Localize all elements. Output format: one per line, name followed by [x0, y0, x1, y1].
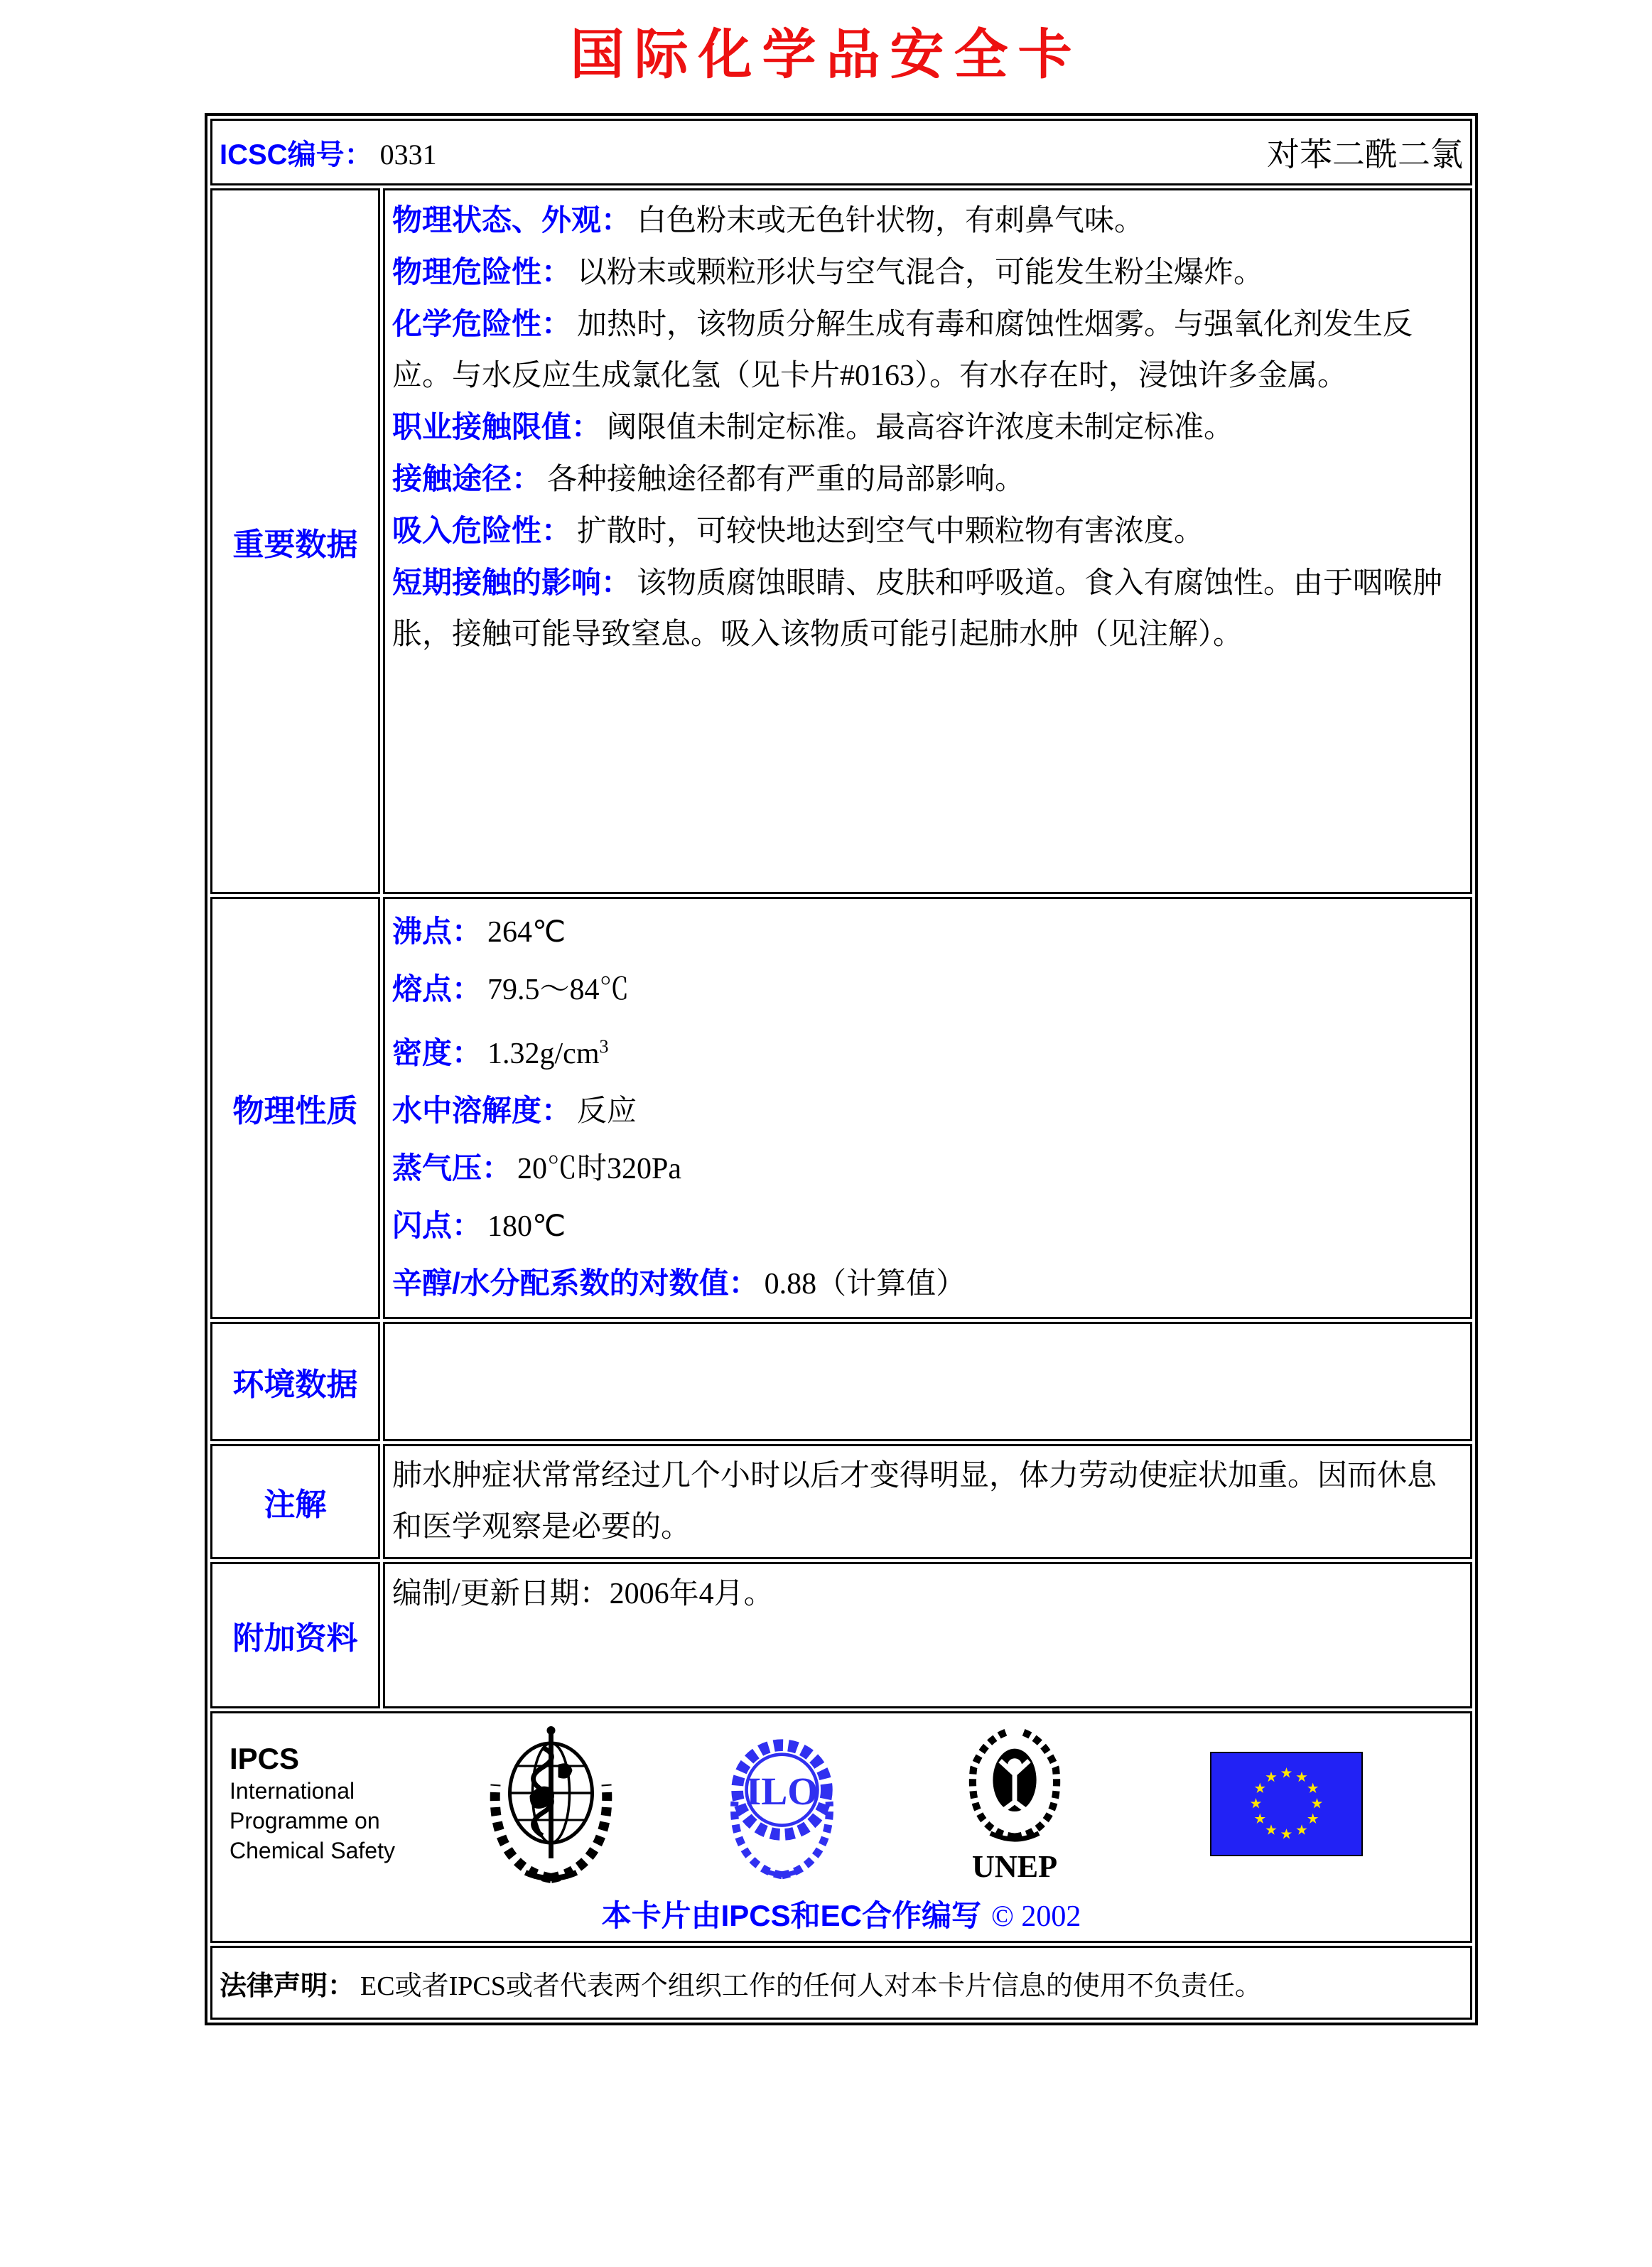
header-row — [210, 119, 1472, 185]
additional-info-row — [210, 1562, 1472, 1708]
who-logo — [478, 1722, 624, 1885]
property-label: 熔点： — [392, 972, 482, 1006]
icsc-number-value: 0331 — [379, 138, 437, 171]
important-item — [392, 195, 1463, 247]
item-label: 短期接触的影响： — [392, 566, 632, 599]
ilo-logo — [716, 1722, 848, 1885]
property-value: 20℃时320Pa — [517, 1153, 682, 1185]
section-additional-label: 附加资料 — [210, 1562, 380, 1708]
ipcs-subtitle-line: Programme on — [230, 1808, 380, 1833]
property-value: 180℃ — [487, 1210, 566, 1243]
legal-notice — [220, 1952, 1463, 2013]
item-text: 加热时，该物质分解生成有毒和腐蚀性烟雾。与强氧化剂发生反应。与水反应生成氯化氢（见卡片#0163）。有水存在时，浸蚀许多金属。 — [392, 308, 1413, 392]
important-item — [392, 298, 1463, 402]
important-item — [392, 557, 1463, 660]
ilo-letters: ILO — [745, 1770, 819, 1814]
item-label: 化学危险性： — [392, 307, 572, 340]
icsc-number-label: ICSC编号： — [220, 139, 373, 171]
property-line — [392, 1197, 1463, 1255]
physical-properties-content — [392, 903, 1463, 1313]
environment-data-row — [210, 1322, 1472, 1441]
section-environment-label: 环境数据 — [210, 1322, 380, 1441]
important-item — [392, 453, 1463, 505]
property-line — [392, 1255, 1463, 1313]
legal-text: EC或者IPCS或者代表两个组织工作的任何人对本卡片信息的使用不负责任。 — [360, 1971, 1262, 2001]
property-label: 水中溶解度： — [392, 1094, 572, 1127]
page-title: 国际化学品安全卡 — [570, 26, 1082, 85]
property-value: 反应 — [577, 1095, 637, 1128]
additional-info-content: 编制/更新日期：2006年4月。 — [392, 1578, 774, 1610]
property-label: 沸点： — [392, 915, 482, 948]
card-header — [220, 125, 1463, 179]
property-line — [392, 1018, 1463, 1082]
legal-row — [210, 1946, 1472, 2020]
important-item — [392, 402, 1463, 453]
item-label: 接触途径： — [392, 462, 542, 495]
legal-label: 法律声明： — [220, 1971, 355, 2001]
eu-flag — [1210, 1752, 1363, 1856]
important-data-content — [392, 195, 1463, 888]
icsc-number — [220, 132, 437, 173]
unep-logo — [954, 1722, 1075, 1885]
logos-row — [210, 1711, 1472, 1943]
important-item — [392, 505, 1463, 557]
property-value: 1.32g/cm — [487, 1038, 600, 1070]
important-data-row — [210, 188, 1472, 894]
environment-data-content — [392, 1328, 1463, 1435]
section-important-label: 重要数据 — [210, 188, 380, 894]
property-label: 辛醇/水分配系数的对数值： — [392, 1266, 759, 1300]
footer-caption-text: 本卡片由IPCS和EC合作编写 — [601, 1899, 981, 1932]
footer-caption — [220, 1892, 1463, 1935]
property-line — [392, 961, 1463, 1018]
property-label: 蒸气压： — [392, 1151, 512, 1185]
physical-properties-row — [210, 897, 1472, 1319]
unep-caption: UNEP — [971, 1848, 1058, 1884]
ipcs-block — [220, 1742, 443, 1865]
item-text: 白色粉末或无色针状物，有刺鼻气味。 — [637, 205, 1145, 237]
property-line — [392, 1140, 1463, 1197]
item-text: 该物质腐蚀眼睛、皮肤和呼吸道。食入有腐蚀性。由于咽喉肿胀，接触可能导致窒息。吸入该物质可能引起肺水肿（见注解）。 — [392, 567, 1443, 651]
property-label: 密度： — [392, 1036, 482, 1070]
property-line — [392, 1082, 1463, 1140]
copyright: © 2002 — [990, 1900, 1081, 1933]
notes-row — [210, 1444, 1472, 1559]
item-label: 物理危险性： — [392, 255, 572, 289]
important-item — [392, 247, 1463, 298]
ipcs-subtitle-line: Chemical Safety — [230, 1838, 395, 1863]
section-physical-label: 物理性质 — [210, 897, 380, 1319]
chemical-name: 对苯二酰二氯 — [1267, 136, 1463, 173]
property-value: 0.88（计算值） — [764, 1268, 966, 1301]
logo-row — [220, 1722, 1463, 1885]
ipcs-subtitle-line: International — [230, 1778, 355, 1804]
item-label: 吸入危险性： — [392, 514, 572, 547]
item-label: 职业接触限值： — [392, 410, 602, 443]
item-text: 阈限值未制定标准。最高容许浓度未制定标准。 — [607, 411, 1234, 444]
section-notes-label: 注解 — [210, 1444, 380, 1559]
property-sup: 3 — [599, 1036, 609, 1057]
ipcs-acronym: IPCS — [230, 1742, 300, 1775]
item-text: 扩散时，可较快地达到空气中颗粒物有害浓度。 — [577, 515, 1204, 548]
icsc-card-table — [205, 113, 1478, 2025]
item-text: 以粉末或颗粒形状与空气混合，可能发生粉尘爆炸。 — [577, 257, 1264, 289]
notes-content: 肺水肿症状常常经过几个小时以后才变得明显，体力劳动使症状加重。因而休息和医学观察是必要的。 — [392, 1460, 1437, 1544]
property-value: 79.5～84℃ — [487, 974, 630, 1006]
item-label: 物理状态、外观： — [392, 203, 632, 237]
item-text: 各种接触途径都有严重的局部影响。 — [547, 463, 1025, 496]
property-label: 闪点： — [392, 1209, 482, 1242]
property-line — [392, 903, 1463, 961]
footer — [220, 1718, 1463, 1937]
property-value: 264℃ — [487, 916, 566, 949]
